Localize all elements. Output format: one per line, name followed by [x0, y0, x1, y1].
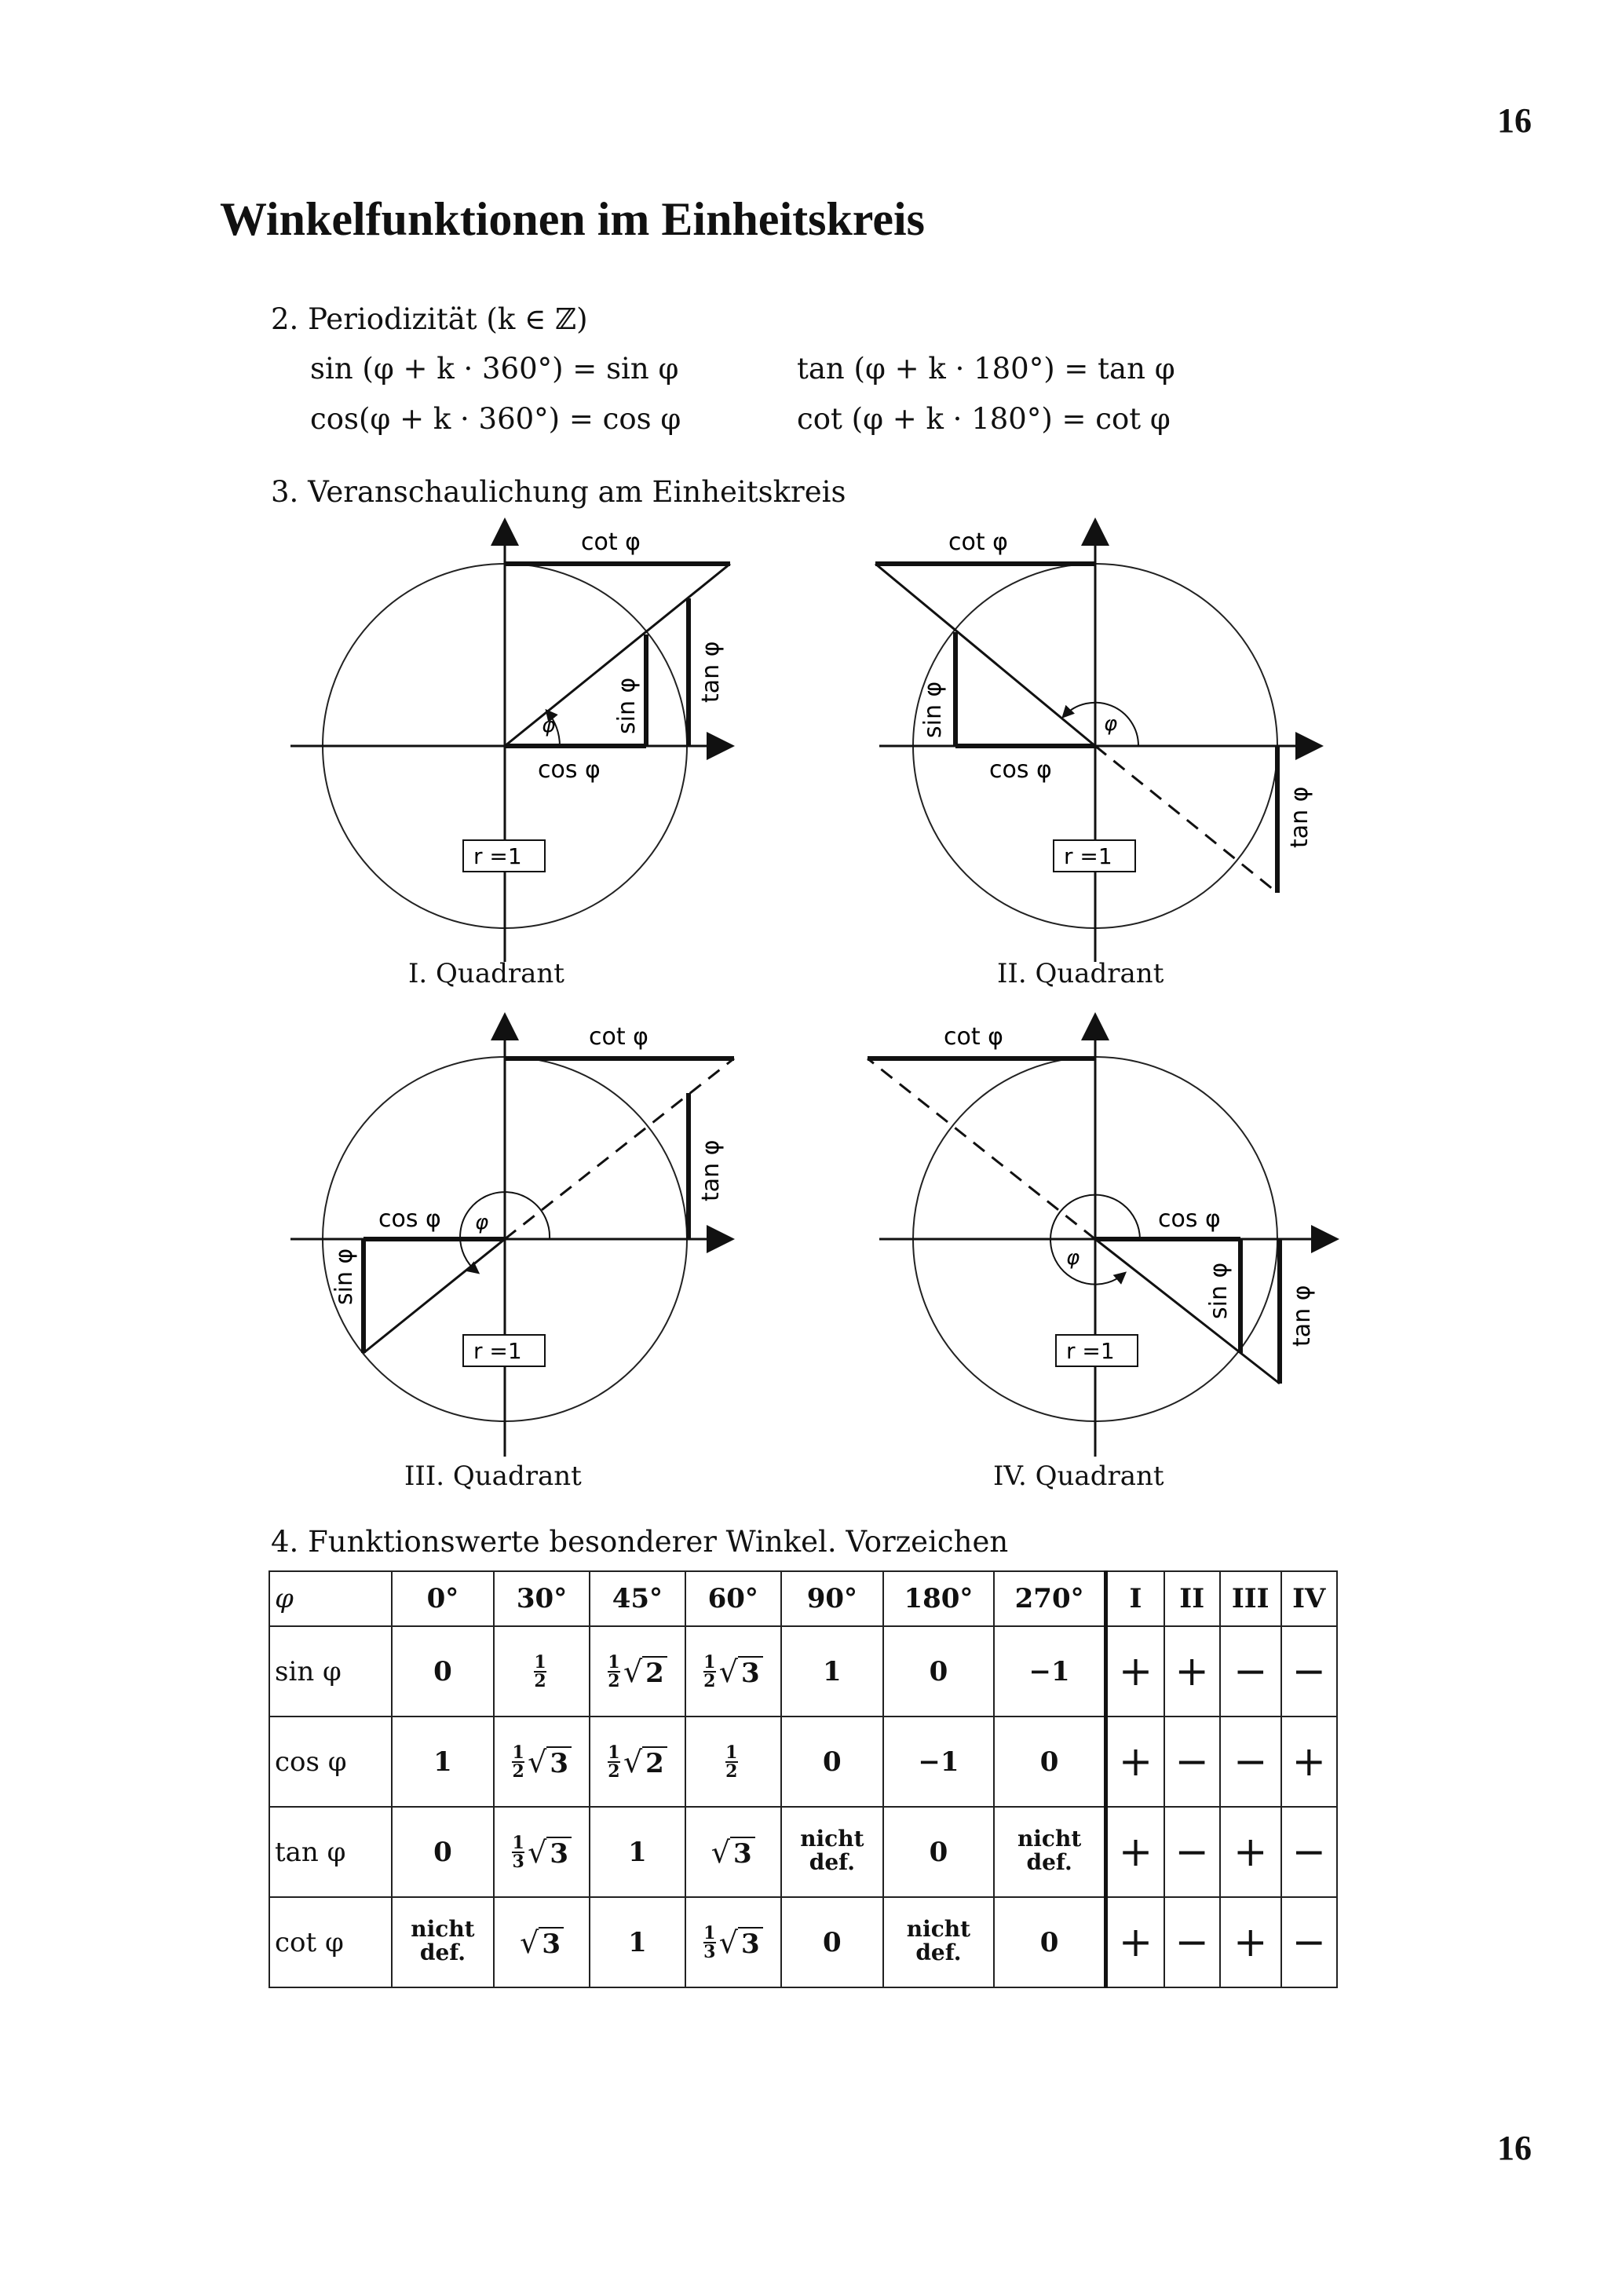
cos-label-q4: cos φ [1158, 1205, 1221, 1233]
table-header-cell: II [1164, 1571, 1220, 1626]
table-header-row [269, 1571, 1337, 1626]
function-name: sin φ [269, 1626, 392, 1717]
formula-cos-period: cos(φ + k · 360°) = cos φ [310, 402, 681, 436]
caption-quadrant-1: I. Quadrant [408, 958, 564, 989]
value-cell: 1 [590, 1807, 685, 1897]
table-header-cell: 90° [781, 1571, 883, 1626]
sign-cell: + [1220, 1897, 1281, 1987]
diagram-quadrant-1 [290, 522, 730, 962]
sign-cell: − [1164, 1717, 1220, 1807]
sign-cell: + [1220, 1807, 1281, 1897]
sign-cell: + [1106, 1717, 1164, 1807]
table-header-cell: 270° [994, 1571, 1106, 1626]
value-cell: nicht def. [392, 1897, 494, 1987]
sign-cell: − [1281, 1626, 1337, 1717]
value-cell: nicht def. [994, 1807, 1106, 1897]
table-header-cell: 180° [883, 1571, 994, 1626]
table-header-cell: 30° [494, 1571, 590, 1626]
table-header-cell: IV [1281, 1571, 1337, 1626]
table-header-cell: 0° [392, 1571, 494, 1626]
radius-label-q4: r =1 [1066, 1338, 1115, 1364]
sign-cell: + [1164, 1626, 1220, 1717]
sign-cell: − [1164, 1897, 1220, 1987]
value-cell: $\frac{1}{3}$ √ 3 [685, 1897, 781, 1987]
table-header-cell: I [1106, 1571, 1164, 1626]
sign-cell: − [1220, 1717, 1281, 1807]
table-header-cell: 60° [685, 1571, 781, 1626]
value-cell: 1 [392, 1717, 494, 1807]
value-cell: $\frac{1}{2}$ √ 2 [590, 1626, 685, 1717]
trig-values-table [269, 1570, 1338, 1988]
diagram-quadrant-4 [868, 1017, 1335, 1457]
caption-quadrant-2: II. Quadrant [997, 958, 1164, 989]
cot-label-q4: cot φ [944, 1023, 1003, 1051]
section-2-heading: 2. Periodizität (k ∈ ℤ) [271, 302, 588, 336]
value-cell: 0 [781, 1897, 883, 1987]
value-cell: 0 [994, 1717, 1106, 1807]
value-cell: $\frac{1}{2}$ √ 3 [685, 1626, 781, 1717]
value-cell: 0 [781, 1717, 883, 1807]
value-cell: $\frac{1}{2}$ √ 3 [494, 1717, 590, 1807]
diagram-quadrant-3 [290, 1017, 734, 1457]
tan-label-q4: tan φ [1288, 1285, 1316, 1347]
cot-label-q3: cot φ [589, 1023, 648, 1051]
sin-label-q1: sin φ [613, 677, 641, 734]
radius-label-q1: r =1 [473, 843, 522, 869]
function-name: cos φ [269, 1717, 392, 1807]
sign-cell: − [1220, 1626, 1281, 1717]
value-cell: √ 3 [494, 1897, 590, 1987]
sign-cell: − [1164, 1807, 1220, 1897]
radius-label-q2: r =1 [1064, 843, 1112, 869]
value-cell: $\frac{1}{3}$ √ 3 [494, 1807, 590, 1897]
phi-label-q1: φ [542, 714, 556, 737]
value-cell: −1 [883, 1717, 994, 1807]
value-cell: −1 [994, 1626, 1106, 1717]
section-4-heading: 4. Funktionswerte besonderer Winkel. Vorzeichen [271, 1525, 1009, 1559]
table-header-cell: III [1220, 1571, 1281, 1626]
value-cell: 0 [392, 1626, 494, 1717]
diagram-quadrant-2 [875, 522, 1319, 962]
cos-label-q1: cos φ [538, 756, 601, 784]
page-number-top: 16 [1497, 101, 1532, 140]
value-cell: 1 [781, 1626, 883, 1717]
page-title: Winkelfunktionen im Einheitskreis [220, 193, 926, 245]
sign-cell: + [1106, 1807, 1164, 1897]
sign-cell: + [1281, 1717, 1337, 1807]
function-name: tan φ [269, 1807, 392, 1897]
value-cell: √ 3 [685, 1807, 781, 1897]
sign-cell: − [1281, 1807, 1337, 1897]
sign-cell: − [1281, 1897, 1337, 1987]
value-cell: 0 [994, 1897, 1106, 1987]
value-cell: nicht def. [883, 1897, 994, 1987]
table-row [269, 1626, 1337, 1717]
cos-label-q3: cos φ [378, 1205, 441, 1233]
caption-quadrant-4: IV. Quadrant [993, 1461, 1164, 1492]
caption-quadrant-3: III. Quadrant [404, 1461, 582, 1492]
value-cell: $\frac{1}{2}$ [494, 1626, 590, 1717]
value-cell: 0 [883, 1807, 994, 1897]
phi-label-q3: φ [475, 1211, 489, 1234]
radius-label-q3: r =1 [473, 1338, 522, 1364]
cot-label-q1: cot φ [581, 528, 641, 556]
value-cell: $\frac{1}{2}$ √ 2 [590, 1717, 685, 1807]
value-cell: 1 [590, 1897, 685, 1987]
sign-cell: + [1106, 1626, 1164, 1717]
cot-label-q2: cot φ [948, 528, 1008, 556]
table-row [269, 1717, 1337, 1807]
value-cell: 0 [392, 1807, 494, 1897]
function-name: cot φ [269, 1897, 392, 1987]
table-row [269, 1897, 1337, 1987]
sign-cell: + [1106, 1897, 1164, 1987]
formula-sin-period: sin (φ + k · 360°) = sin φ [310, 352, 679, 386]
section-3-heading: 3. Veranschaulichung am Einheitskreis [271, 475, 846, 509]
phi-label-q4: φ [1066, 1246, 1080, 1270]
cos-label-q2: cos φ [989, 756, 1052, 784]
formula-tan-period: tan (φ + k · 180°) = tan φ [797, 352, 1175, 386]
value-cell: 0 [883, 1626, 994, 1717]
page-number-bottom: 16 [1497, 2129, 1532, 2167]
tan-label-q2: tan φ [1286, 786, 1313, 848]
phi-label-q2: φ [1104, 712, 1118, 736]
table-header-cell: 45° [590, 1571, 685, 1626]
formula-cot-period: cot (φ + k · 180°) = cot φ [797, 402, 1171, 436]
value-cell: $\frac{1}{2}$ [685, 1717, 781, 1807]
table-row [269, 1807, 1337, 1897]
sin-label-q3: sin φ [331, 1248, 358, 1305]
sin-label-q4: sin φ [1205, 1262, 1233, 1319]
tan-label-q3: tan φ [697, 1139, 725, 1201]
table-header-cell: φ [269, 1571, 392, 1626]
tan-label-q1: tan φ [697, 641, 725, 703]
value-cell: nicht def. [781, 1807, 883, 1897]
sin-label-q2: sin φ [919, 681, 947, 738]
